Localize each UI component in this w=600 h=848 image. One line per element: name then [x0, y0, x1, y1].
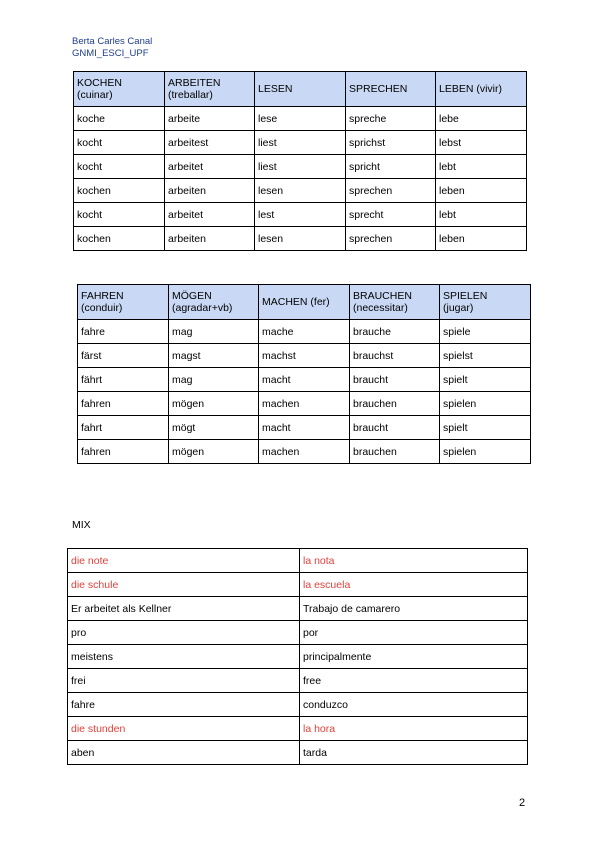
spanish-term: principalmente [300, 645, 528, 669]
table-cell: brauche [350, 320, 440, 344]
table-cell: arbeitest [165, 131, 255, 155]
column-header [255, 72, 346, 107]
table-cell: fahren [78, 440, 169, 464]
vocabulary-table [67, 548, 528, 765]
german-term: die note [68, 549, 300, 573]
column-header [436, 72, 527, 107]
table-cell: sprichst [346, 131, 436, 155]
author-name: Berta Carles Canal [72, 36, 153, 47]
german-term: meistens [68, 645, 300, 669]
table-row [78, 440, 531, 464]
verb-name: MACHEN (fer) [262, 296, 330, 308]
table-cell: sprechen [346, 179, 436, 203]
verb-translation: (conduir) [81, 302, 123, 314]
table-cell: lest [255, 203, 346, 227]
german-term: fahre [68, 693, 300, 717]
german-term: die stunden [68, 717, 300, 741]
table-cell: arbeite [165, 107, 255, 131]
table-row [74, 107, 527, 131]
table-cell: brauchen [350, 392, 440, 416]
table-cell: kochen [74, 227, 165, 251]
spanish-term: tarda [300, 741, 528, 765]
verb-name: MÖGEN [172, 290, 212, 302]
table-cell: kocht [74, 131, 165, 155]
table-cell: arbeiten [165, 227, 255, 251]
table-row [78, 392, 531, 416]
course-code: GNMI_ESCI_UPF [72, 48, 149, 59]
table-cell: färst [78, 344, 169, 368]
verb-translation: (agradar+vb) [172, 302, 233, 314]
vocabulary-row [68, 597, 528, 621]
table-cell: lebt [436, 155, 527, 179]
vocabulary-row [68, 573, 528, 597]
table-cell: brauchen [350, 440, 440, 464]
vocabulary-row [68, 693, 528, 717]
column-header [78, 285, 169, 320]
page-number: 2 [519, 797, 526, 809]
table-row [74, 131, 527, 155]
table-cell: brauchst [350, 344, 440, 368]
vocabulary-row [68, 741, 528, 765]
column-header [259, 285, 350, 320]
table-cell: magst [169, 344, 259, 368]
spanish-term: conduzco [300, 693, 528, 717]
table-row [78, 320, 531, 344]
mix-heading: MIX [72, 519, 91, 531]
table-cell: arbeitet [165, 203, 255, 227]
vocabulary-row [68, 717, 528, 741]
table-cell: lesen [255, 227, 346, 251]
table-cell: fahre [78, 320, 169, 344]
verb-name: LEBEN (vivir) [439, 83, 503, 95]
table-cell: macht [259, 368, 350, 392]
document-header [72, 36, 152, 60]
verb-translation: (treballar) [168, 89, 213, 101]
column-header [169, 285, 259, 320]
verb-name: BRAUCHEN [353, 290, 412, 302]
vocabulary-row [68, 621, 528, 645]
table-cell: spielen [440, 392, 531, 416]
table-cell: fahrt [78, 416, 169, 440]
table-cell: mag [169, 368, 259, 392]
spanish-term: Trabajo de camarero [300, 597, 528, 621]
table-cell: kochen [74, 179, 165, 203]
table-cell: liest [255, 131, 346, 155]
verb-name: SPIELEN [443, 290, 488, 302]
table-cell: kocht [74, 203, 165, 227]
table-cell: braucht [350, 368, 440, 392]
table-cell: macht [259, 416, 350, 440]
verb-name: ARBEITEN [168, 77, 221, 89]
column-header [350, 285, 440, 320]
table-cell: arbeiten [165, 179, 255, 203]
column-header [165, 72, 255, 107]
verb-name: LESEN [258, 83, 293, 95]
spanish-term: por [300, 621, 528, 645]
table-row [74, 179, 527, 203]
table-cell: machen [259, 440, 350, 464]
spanish-term: la escuela [300, 573, 528, 597]
table-cell: leben [436, 227, 527, 251]
german-term: frei [68, 669, 300, 693]
german-term: die schule [68, 573, 300, 597]
spanish-term: la nota [300, 549, 528, 573]
table-cell: sprechen [346, 227, 436, 251]
table-cell: sprecht [346, 203, 436, 227]
table-cell: machst [259, 344, 350, 368]
table-cell: mache [259, 320, 350, 344]
table-row [74, 227, 527, 251]
table-cell: mögen [169, 440, 259, 464]
verb-translation: (cuinar) [77, 89, 113, 101]
column-header [74, 72, 165, 107]
conjugation-table-2 [77, 284, 531, 464]
table-cell: arbeitet [165, 155, 255, 179]
table-cell: spiele [440, 320, 531, 344]
table-header-row [78, 285, 531, 320]
table-header-row [74, 72, 527, 107]
german-term: Er arbeitet als Kellner [68, 597, 300, 621]
table-cell: fährt [78, 368, 169, 392]
table-cell: lebe [436, 107, 527, 131]
table-cell: spielt [440, 368, 531, 392]
verb-name: KOCHEN [77, 77, 122, 89]
table-row [74, 203, 527, 227]
table-cell: spielen [440, 440, 531, 464]
table-cell: braucht [350, 416, 440, 440]
verb-name: SPRECHEN [349, 83, 408, 95]
column-header [346, 72, 436, 107]
spanish-term: free [300, 669, 528, 693]
table-cell: liest [255, 155, 346, 179]
table-cell: lebst [436, 131, 527, 155]
table-cell: spricht [346, 155, 436, 179]
table-cell: leben [436, 179, 527, 203]
vocabulary-row [68, 549, 528, 573]
conjugation-table-1 [73, 71, 527, 251]
table-cell: mögt [169, 416, 259, 440]
vocabulary-row [68, 645, 528, 669]
spanish-term: la hora [300, 717, 528, 741]
table-cell: fahren [78, 392, 169, 416]
table-row [78, 416, 531, 440]
table-cell: koche [74, 107, 165, 131]
table-cell: mag [169, 320, 259, 344]
table-cell: mögen [169, 392, 259, 416]
table-cell: lebt [436, 203, 527, 227]
verb-translation: (necessitar) [353, 302, 408, 314]
table-cell: machen [259, 392, 350, 416]
verb-translation: (jugar) [443, 302, 474, 314]
german-term: aben [68, 741, 300, 765]
vocabulary-row [68, 669, 528, 693]
table-cell: spielt [440, 416, 531, 440]
table-row [78, 344, 531, 368]
table-row [74, 155, 527, 179]
table-row [78, 368, 531, 392]
table-cell: lesen [255, 179, 346, 203]
column-header [440, 285, 531, 320]
table-cell: kocht [74, 155, 165, 179]
table-cell: spielst [440, 344, 531, 368]
table-cell: spreche [346, 107, 436, 131]
verb-name: FAHREN [81, 290, 124, 302]
german-term: pro [68, 621, 300, 645]
table-cell: lese [255, 107, 346, 131]
